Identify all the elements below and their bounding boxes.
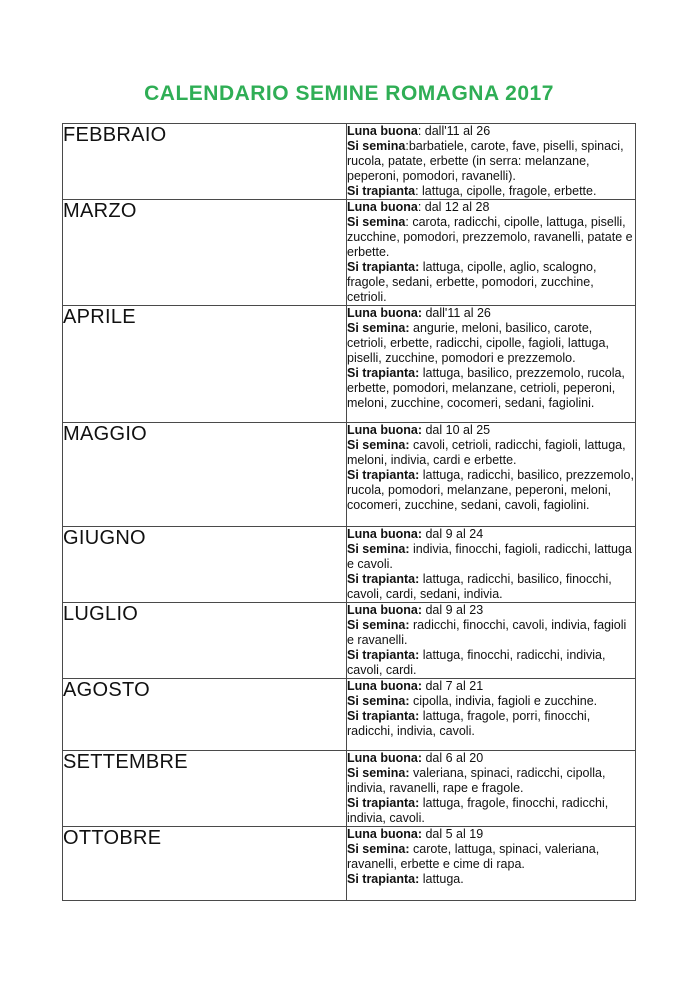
luna-buona-text: dal 6 al 20 [422,751,484,765]
si-semina-line [347,215,635,260]
month-cell [63,306,347,423]
luna-buona-label: Luna buona: [347,679,422,693]
table-row [63,751,636,827]
month-label: MAGGIO [63,423,148,445]
table-row [63,527,636,603]
si-trapianta-text: lattuga, radicchi, basilico, prezzemolo, rucola, pomodori, melanzane, peperoni, meloni, cocomeri, zucchine, sedani, cavoli, fagiolini. [347,468,634,512]
si-semina-label: Si semina: [347,321,410,335]
si-trapianta-line [347,648,635,678]
si-trapianta-text: lattuga, cipolle, aglio, scalogno, fragole, sedani, erbette, pomodori, zucchine, cetrioli. [347,260,597,304]
si-trapianta-line [347,872,635,887]
si-trapianta-line [347,184,635,199]
si-trapianta-line [347,709,635,739]
si-trapianta-label: Si trapianta: [347,648,420,662]
luna-buona-line [347,751,635,766]
luna-buona-line [347,827,635,842]
month-cell [63,124,347,200]
si-semina-text: indivia, finocchi, fagioli, radicchi, lattuga e cavoli. [347,542,632,571]
luna-buona-label: Luna buona: [347,527,422,541]
si-semina-line [347,438,635,468]
si-trapianta-label: Si trapianta: [347,709,420,723]
detail-cell [347,679,636,751]
si-trapianta-text: lattuga, fragole, porri, finocchi, radicchi, indivia, cavoli. [347,709,591,738]
si-semina-label: Si semina [347,215,406,229]
luna-buona-label: Luna buona: [347,306,422,320]
luna-buona-label: Luna buona: [347,751,422,765]
luna-buona-text: dall'11 al 26 [422,306,491,320]
month-label: AGOSTO [63,679,151,701]
luna-buona-text: : dal 12 al 28 [417,200,490,214]
luna-buona-line [347,423,635,438]
detail-cell [347,827,636,901]
si-trapianta-text: lattuga. [419,872,464,886]
luna-buona-line [347,306,635,321]
si-trapianta-text: : lattuga, cipolle, fragole, erbette. [415,184,597,198]
si-semina-line [347,542,635,572]
luna-buona-line [347,200,635,215]
luna-buona-line [347,603,635,618]
luna-buona-text: dal 9 al 23 [422,603,484,617]
si-trapianta-label: Si trapianta: [347,572,420,586]
month-cell [63,527,347,603]
detail-cell [347,200,636,306]
luna-buona-text: : dall'11 al 26 [417,124,491,138]
month-label: GIUGNO [63,527,146,549]
table-row [63,124,636,200]
month-cell [63,679,347,751]
si-semina-line [347,321,635,366]
month-label: LUGLIO [63,603,139,625]
si-semina-line [347,618,635,648]
si-semina-text: :barbatiele, carote, fave, piselli, spinaci, rucola, patate, erbette (in serra: melanzane, peperoni, pomodori, ravanelli). [347,139,624,183]
si-trapianta-label: Si trapianta: [347,468,420,482]
table-row [63,827,636,901]
si-trapianta-label: Si trapianta: [347,366,420,380]
month-label: APRILE [63,306,136,328]
detail-cell [347,124,636,200]
si-semina-text: cavoli, cetrioli, radicchi, fagioli, lattuga, meloni, indivia, cardi e erbette. [347,438,626,467]
si-semina-label: Si semina [347,139,406,153]
table-row [63,603,636,679]
si-semina-label: Si semina: [347,542,410,556]
luna-buona-label: Luna buona [347,200,418,214]
luna-buona-text: dal 7 al 21 [422,679,484,693]
luna-buona-text: dal 10 al 25 [422,423,491,437]
si-trapianta-text: lattuga, fragole, finocchi, radicchi, indivia, cavoli. [347,796,609,825]
page-title: CALENDARIO SEMINE ROMAGNA 2017 [144,82,554,105]
luna-buona-line [347,527,635,542]
si-trapianta-text: lattuga, radicchi, basilico, finocchi, cavoli, cardi, sedani, indivia. [347,572,612,601]
si-semina-label: Si semina: [347,694,410,708]
detail-cell [347,527,636,603]
month-cell [63,827,347,901]
month-label: OTTOBRE [63,827,162,849]
table-row [63,423,636,527]
luna-buona-line [347,124,635,139]
si-trapianta-text: lattuga, finocchi, radicchi, indivia, cavoli, cardi. [347,648,606,677]
luna-buona-label: Luna buona: [347,423,422,437]
luna-buona-label: Luna buona: [347,603,422,617]
si-semina-line [347,766,635,796]
si-semina-label: Si semina: [347,618,410,632]
si-trapianta-text: lattuga, basilico, prezzemolo, rucola, erbette, pomodori, melanzane, cetrioli, peperoni, meloni, zucchine, cocomeri, sedani, fagiolini. [347,366,625,410]
month-label: SETTEMBRE [63,751,188,773]
detail-cell [347,603,636,679]
si-semina-line [347,694,635,709]
luna-buona-label: Luna buona: [347,827,422,841]
month-label: MARZO [63,200,137,222]
month-cell [63,751,347,827]
si-trapianta-line [347,260,635,305]
si-trapianta-line [347,468,635,513]
luna-buona-label: Luna buona [347,124,418,138]
si-semina-label: Si semina: [347,438,410,452]
si-semina-line [347,139,635,184]
si-trapianta-line [347,366,635,411]
detail-cell [347,751,636,827]
month-label: FEBBRAIO [63,124,167,146]
si-semina-label: Si semina: [347,842,410,856]
table-row [63,306,636,423]
si-trapianta-label: Si trapianta: [347,872,420,886]
si-semina-label: Si semina: [347,766,410,780]
si-trapianta-label: Si trapianta: [347,260,420,274]
month-cell [63,200,347,306]
luna-buona-text: dal 5 al 19 [422,827,484,841]
si-trapianta-line [347,796,635,826]
si-trapianta-label: Si trapianta [347,184,416,198]
si-trapianta-line [347,572,635,602]
table-row [63,679,636,751]
si-semina-text: cipolla, indivia, fagioli e zucchine. [409,694,598,708]
detail-cell [347,423,636,527]
luna-buona-text: dal 9 al 24 [422,527,484,541]
detail-cell [347,306,636,423]
month-cell [63,603,347,679]
calendar-table-body [63,124,636,901]
si-semina-text: : carota, radicchi, cipolle, lattuga, piselli, zucchine, pomodori, prezzemolo, ravanelli, patate e erbette. [347,215,633,259]
si-semina-text: angurie, meloni, basilico, carote, cetrioli, erbette, radicchi, cipolle, fagioli, lattuga, piselli, zucchine, pomodori e prezzemolo. [347,321,609,365]
si-semina-text: radicchi, finocchi, cavoli, indivia, fagioli e ravanelli. [347,618,627,647]
luna-buona-line [347,679,635,694]
month-cell [63,423,347,527]
si-trapianta-label: Si trapianta: [347,796,420,810]
si-semina-text: valeriana, spinaci, radicchi, cipolla, indivia, ravanelli, rape e fragole. [347,766,606,795]
sowing-calendar-table [62,123,636,901]
si-semina-text: carote, lattuga, spinaci, valeriana, ravanelli, erbette e cime di rapa. [347,842,600,871]
si-semina-line [347,842,635,872]
table-row [63,200,636,306]
